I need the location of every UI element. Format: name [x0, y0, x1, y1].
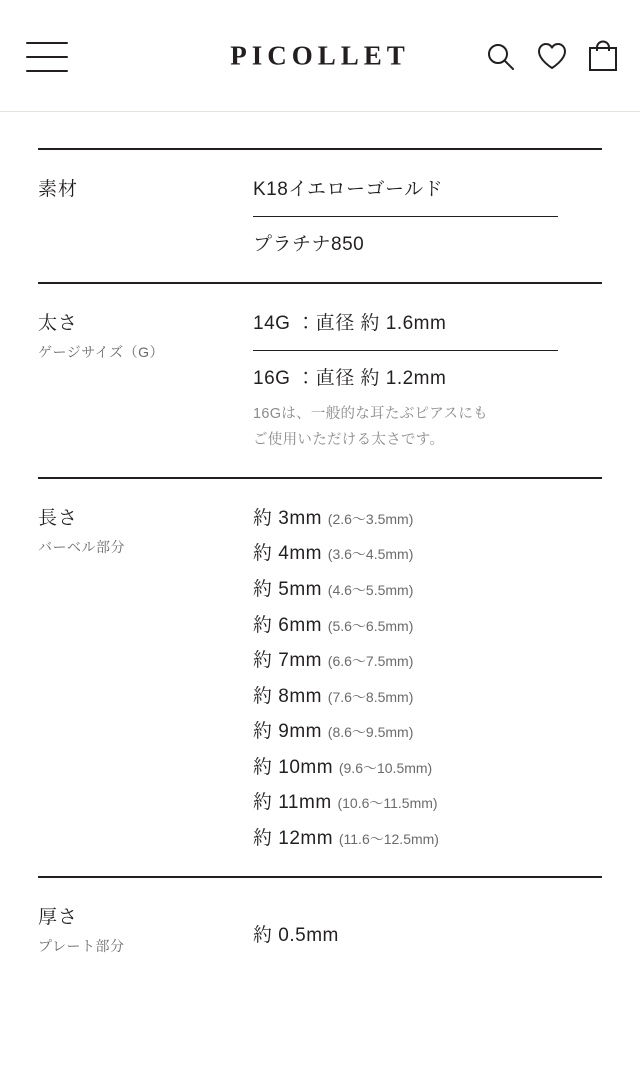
length-item-main: 約 7mm: [253, 650, 323, 672]
spec-label-gauge: [38, 306, 253, 362]
length-item-range: (4.6〜5.5mm): [327, 582, 414, 599]
length-item-range: (5.6〜6.5mm): [327, 617, 414, 634]
length-item-range: (3.6〜4.5mm): [327, 546, 414, 563]
spec-value-material: [253, 172, 602, 258]
gauge-note-line-1: 16Gは、一般的な耳たぶピアスにも: [253, 406, 488, 423]
spec-row-gauge: [38, 284, 602, 477]
spec-label-thickness-text: 厚さ: [38, 907, 79, 929]
shopping-bag-icon[interactable]: [588, 40, 618, 72]
gauge-note: [253, 402, 602, 453]
spec-sublabel-thickness-text: プレート部分: [38, 938, 125, 955]
gauge-value-2: 16G ：直径 約 1.2mm: [253, 367, 447, 389]
length-item: [253, 789, 602, 817]
spec-label-length-text: 長さ: [38, 507, 79, 529]
hamburger-bar: [26, 70, 68, 72]
length-item-main: 約 5mm: [253, 579, 323, 601]
gauge-value-1: 14G ：直径 約 1.6mm: [253, 313, 447, 335]
length-item: [253, 754, 602, 782]
spec-row-material: [38, 150, 602, 282]
spec-sublabel-length-text: バーベル部分: [38, 538, 125, 555]
brand-logo: PICOLLET: [230, 40, 410, 70]
gauge-value-divider: [253, 350, 558, 351]
hamburger-bar: [26, 42, 68, 44]
length-item-main: 約 4mm: [253, 543, 323, 565]
spec-label-thickness: [38, 900, 253, 956]
length-item-range: (7.6〜8.5mm): [327, 688, 414, 705]
spec-value-gauge: [253, 306, 602, 453]
length-item: [253, 505, 602, 533]
spec-row-length: [38, 479, 602, 876]
spec-label-material: [38, 172, 253, 203]
length-item: [253, 612, 602, 640]
spec-value-thickness: [253, 900, 602, 950]
heart-icon[interactable]: [536, 41, 568, 71]
length-item-main: 約 9mm: [253, 721, 323, 743]
spec-label-material-text: 素材: [38, 179, 79, 200]
material-value-divider: [253, 216, 558, 217]
material-value-1: K18イエローゴールド: [253, 179, 444, 200]
length-item-range: (6.6〜7.5mm): [327, 653, 414, 670]
hamburger-menu-icon[interactable]: [26, 42, 68, 72]
spec-value-length: [253, 501, 602, 852]
length-item-range: (2.6〜3.5mm): [327, 510, 414, 527]
length-item-main: 約 8mm: [253, 685, 323, 707]
length-item: [253, 540, 602, 568]
length-item-main: 約 12mm: [253, 827, 334, 849]
length-item-range: (11.6〜12.5mm): [338, 830, 439, 847]
spec-label-length: [38, 501, 253, 557]
length-item-range: (8.6〜9.5mm): [327, 724, 414, 741]
length-item-main: 約 11mm: [253, 792, 332, 814]
header-icon-group: [484, 40, 618, 72]
spec-sublabel-gauge-text: ゲージサイズ（G）: [38, 343, 164, 360]
length-item-main: 約 6mm: [253, 614, 323, 636]
length-item-main: 約 3mm: [253, 507, 323, 529]
hamburger-bar: [26, 56, 68, 58]
length-item: [253, 683, 602, 711]
length-item: [253, 576, 602, 604]
search-icon[interactable]: [484, 40, 516, 72]
length-item: [253, 647, 602, 675]
length-item-range: (10.6〜11.5mm): [337, 795, 438, 812]
thickness-value: 約 0.5mm: [253, 925, 339, 947]
length-item: [253, 718, 602, 746]
spec-label-gauge-text: 太さ: [38, 313, 79, 335]
site-header: [0, 0, 640, 112]
gauge-note-line-2: ご使用いただける太さです。: [253, 431, 445, 448]
length-item-range: (9.6〜10.5mm): [338, 759, 433, 776]
length-item-main: 約 10mm: [253, 756, 334, 778]
length-item: [253, 825, 602, 853]
spec-row-thickness: [38, 878, 602, 966]
material-value-2: プラチナ850: [253, 233, 365, 255]
spec-table: [0, 148, 640, 966]
